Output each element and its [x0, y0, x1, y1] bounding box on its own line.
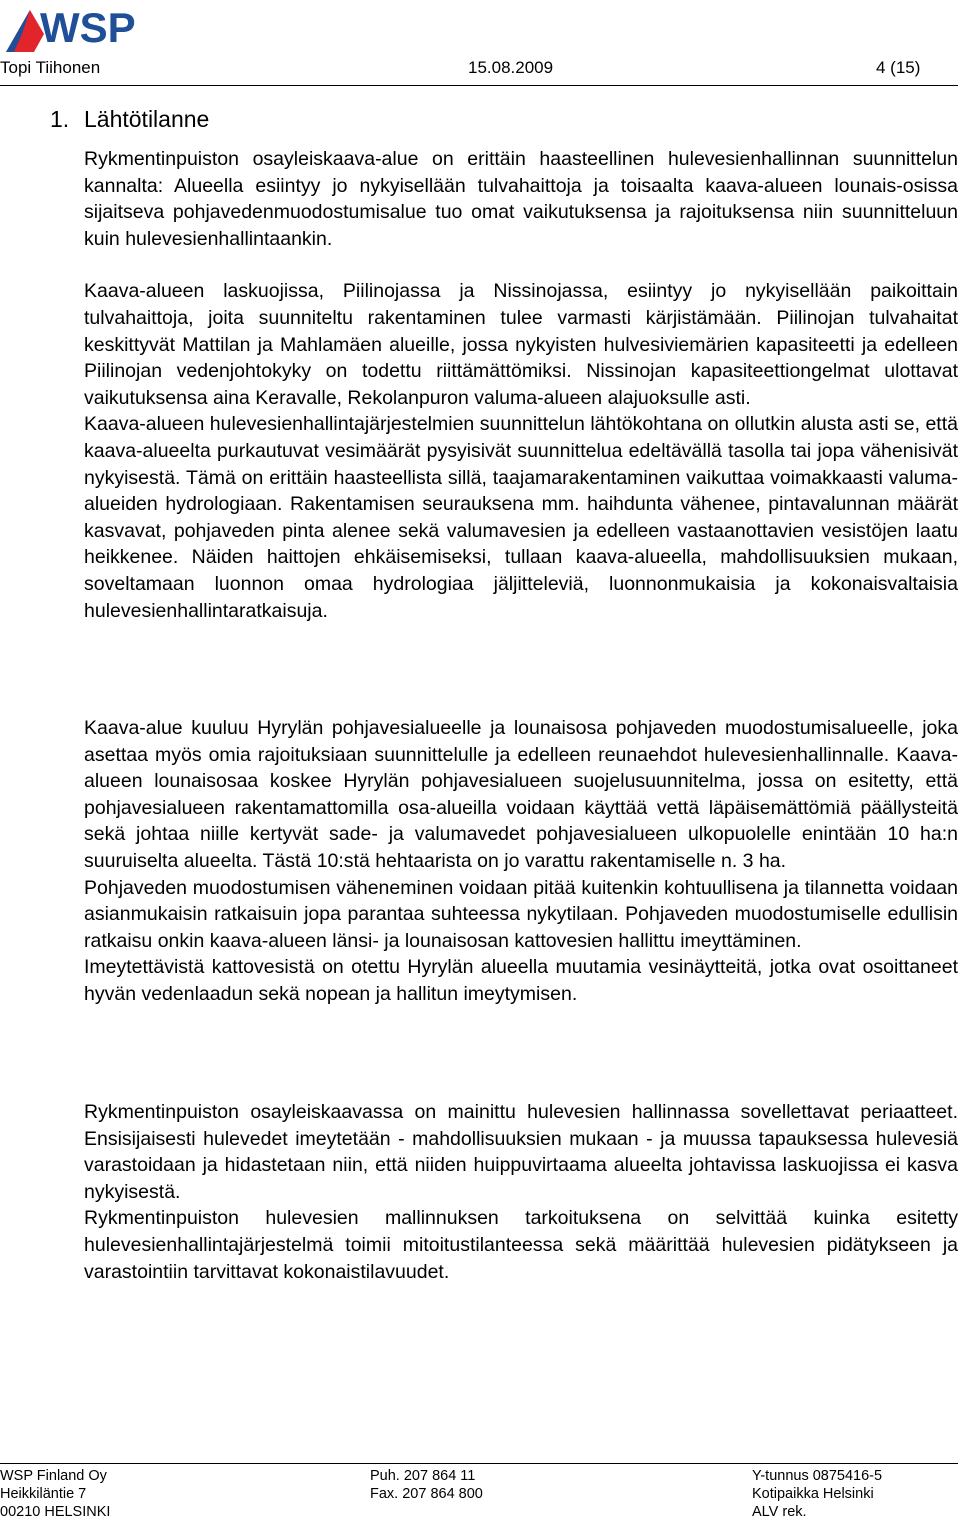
body-text-block-2	[84, 715, 958, 1008]
paragraph: Rykmentinpuiston osayleiskaavassa on mainittu hulevesien hallinnassa sovellettavat periaatteet. Ensisijaisesti hulevedet imeytetään - mahdollisuuksien mukaan - ja muussa tapauksessa hulevesiä varastoidaan ja hidastetaan niin, että niiden huippuvirtaama alueelta johtavissa laskuojissa ei kasva nykyisestä.	[84, 1101, 958, 1203]
footer-ytunnus: Y-tunnus 0875416-5	[752, 1468, 883, 1484]
section-title: Lähtötilanne	[84, 106, 210, 132]
section-number: 1.	[50, 106, 70, 132]
paragraph: Kaava-alueen hulevesienhallintajärjestelmien suunnittelun lähtökohtana on ollutkin alusta asti se, että kaava-alueelta purkautuvat vesimäärät pysyisivät suunnittelua edeltävällä tasolla tai jopa vähenisivät nykyisestä. Tämä on erittäin haasteellista sillä, taajamarakentaminen vaikuttaa voimakkaasti valuma-alueiden hydrologiaan. Rakentamisen seurauksena mm. haihdunta vähenee, pintavalunnan määrät kasvavat, pohjaveden pinta alenee sekä valumavesien ja edelleen vastaanottavien vesistöjen laatu heikkenee. Näiden haittojen ehkäisemiseksi, tullaan kaava-alueella, mahdollisuuksien mukaan, soveltamaan luonnon omaa hydrologiaa jäljitteleviä, luonnonmukaisia ja kokonaisvaltaisia hulevesienhallintaratkaisuja.	[84, 413, 958, 622]
footer-phone: Puh. 207 864 11	[370, 1468, 476, 1484]
wsp-logo-graphic	[4, 4, 164, 54]
body-text-block-3	[84, 1099, 958, 1285]
body-text-block-1	[84, 146, 958, 624]
header-rule	[0, 85, 958, 86]
footer-kotipaikka: Kotipaikka Helsinki	[752, 1486, 874, 1502]
header-author: Topi Tiihonen	[0, 58, 101, 77]
wsp-logo	[4, 4, 164, 54]
footer-street: Heikkiläntie 7	[0, 1486, 87, 1502]
section-heading	[50, 104, 209, 134]
footer-registration	[752, 1467, 882, 1521]
footer-alv: ALV rek.	[752, 1504, 807, 1520]
paragraph: Imeytettävistä kattovesistä on otettu Hyrylän alueella muutamia vesinäytteitä, jotka ovat osoittaneet hyvän vedenlaadun sekä nopean ja hallitun imeytymisen.	[84, 956, 958, 1005]
footer-address	[0, 1467, 110, 1521]
footer-postal: 00210 HELSINKI	[0, 1504, 111, 1520]
paragraph: Kaava-alue kuuluu Hyrylän pohjavesialueelle ja lounaisosa pohjaveden muodostumisalueelle, joka asettaa myös omia rajoituksiaan suunnittelulle ja edelleen reunaehdot hulevesienhallinnalle. Kaava-alueen lounaisosaa koskee Hyrylän pohjavesialueen suojelusuunnitelma, jossa on esitetty, että pohjavesialueen rakentamattomilla osa-alueilla voidaan käyttää vettä läpäisemättömiä päällysteitä sekä johtaa niille kertyvät sade- ja valumavedet pohjavesialueen ulkopuolelle enintään 10 ha:n suuruiselta alueelta. Tästä 10:stä hehtaarista on jo varattu rakentamiselle n. 3 ha.	[84, 717, 958, 872]
logo-text: WSP	[40, 4, 136, 51]
paragraph: Pohjaveden muodostumisen väheneminen voidaan pitää kuitenkin kohtuullisena ja tilannetta voidaan asianmukaisin ratkaisuin jopa parantaa suhteessa nykytilaan. Pohjaveden muodostumiselle edullisin ratkaisu onkin kaava-alueen länsi- ja lounaisosan kattovesien hallittu imeyttäminen.	[84, 876, 958, 952]
paragraph: Rykmentinpuiston osayleiskaava-alue on erittäin haasteellinen hulevesienhallinnan suunnittelun kannalta: Alueella esiintyy jo nykyisellään tulvahaittoja ja toisaalta kaava-alueen lounais-osissa sijaitseva pohjavedenmuodostumisalue tuo omat vaikutuksensa ja rajoituksensa niin suunnitteluun kuin hulevesienhallintaankin.	[84, 148, 958, 250]
paragraph: Kaava-alueen laskuojissa, Piilinojassa ja Nissinojassa, esiintyy jo nykyisellään paikoittain tulvahaittoja, joita suunniteltu rakentaminen tulee varmasti kärjistämään. Piilinojan tulvahaitat keskittyvät Mattilan ja Mahlamäen alueille, jossa nykyisten hulvesiviemärien kapasiteetti ja edelleen Piilinojan vedenjohtokyky on todettu riittämättömiksi. Nissinojan kapasiteettiongelmat ulottavat vaikutuksensa aina Keravalle, Rekolanpuron valuma-alueen alajuoksulle asti.	[84, 280, 958, 409]
header-page-number: 4 (15)	[876, 58, 921, 77]
paragraph-gap	[84, 252, 958, 278]
header-date: 15.08.2009	[468, 58, 554, 77]
footer-rule	[0, 1463, 958, 1464]
footer-company: WSP Finland Oy	[0, 1468, 107, 1484]
paragraph: Rykmentinpuiston hulevesien mallinnuksen tarkoituksena on selvittää kuinka esitetty hulevesienhallintajärjestelmä toimii mitoitustilanteessa sekä määrittää hulevesien pidätykseen ja varastointiin tarvittavat kokonaistilavuudet.	[84, 1207, 958, 1283]
footer-fax: Fax. 207 864 800	[370, 1486, 483, 1502]
footer-contact	[370, 1467, 483, 1503]
